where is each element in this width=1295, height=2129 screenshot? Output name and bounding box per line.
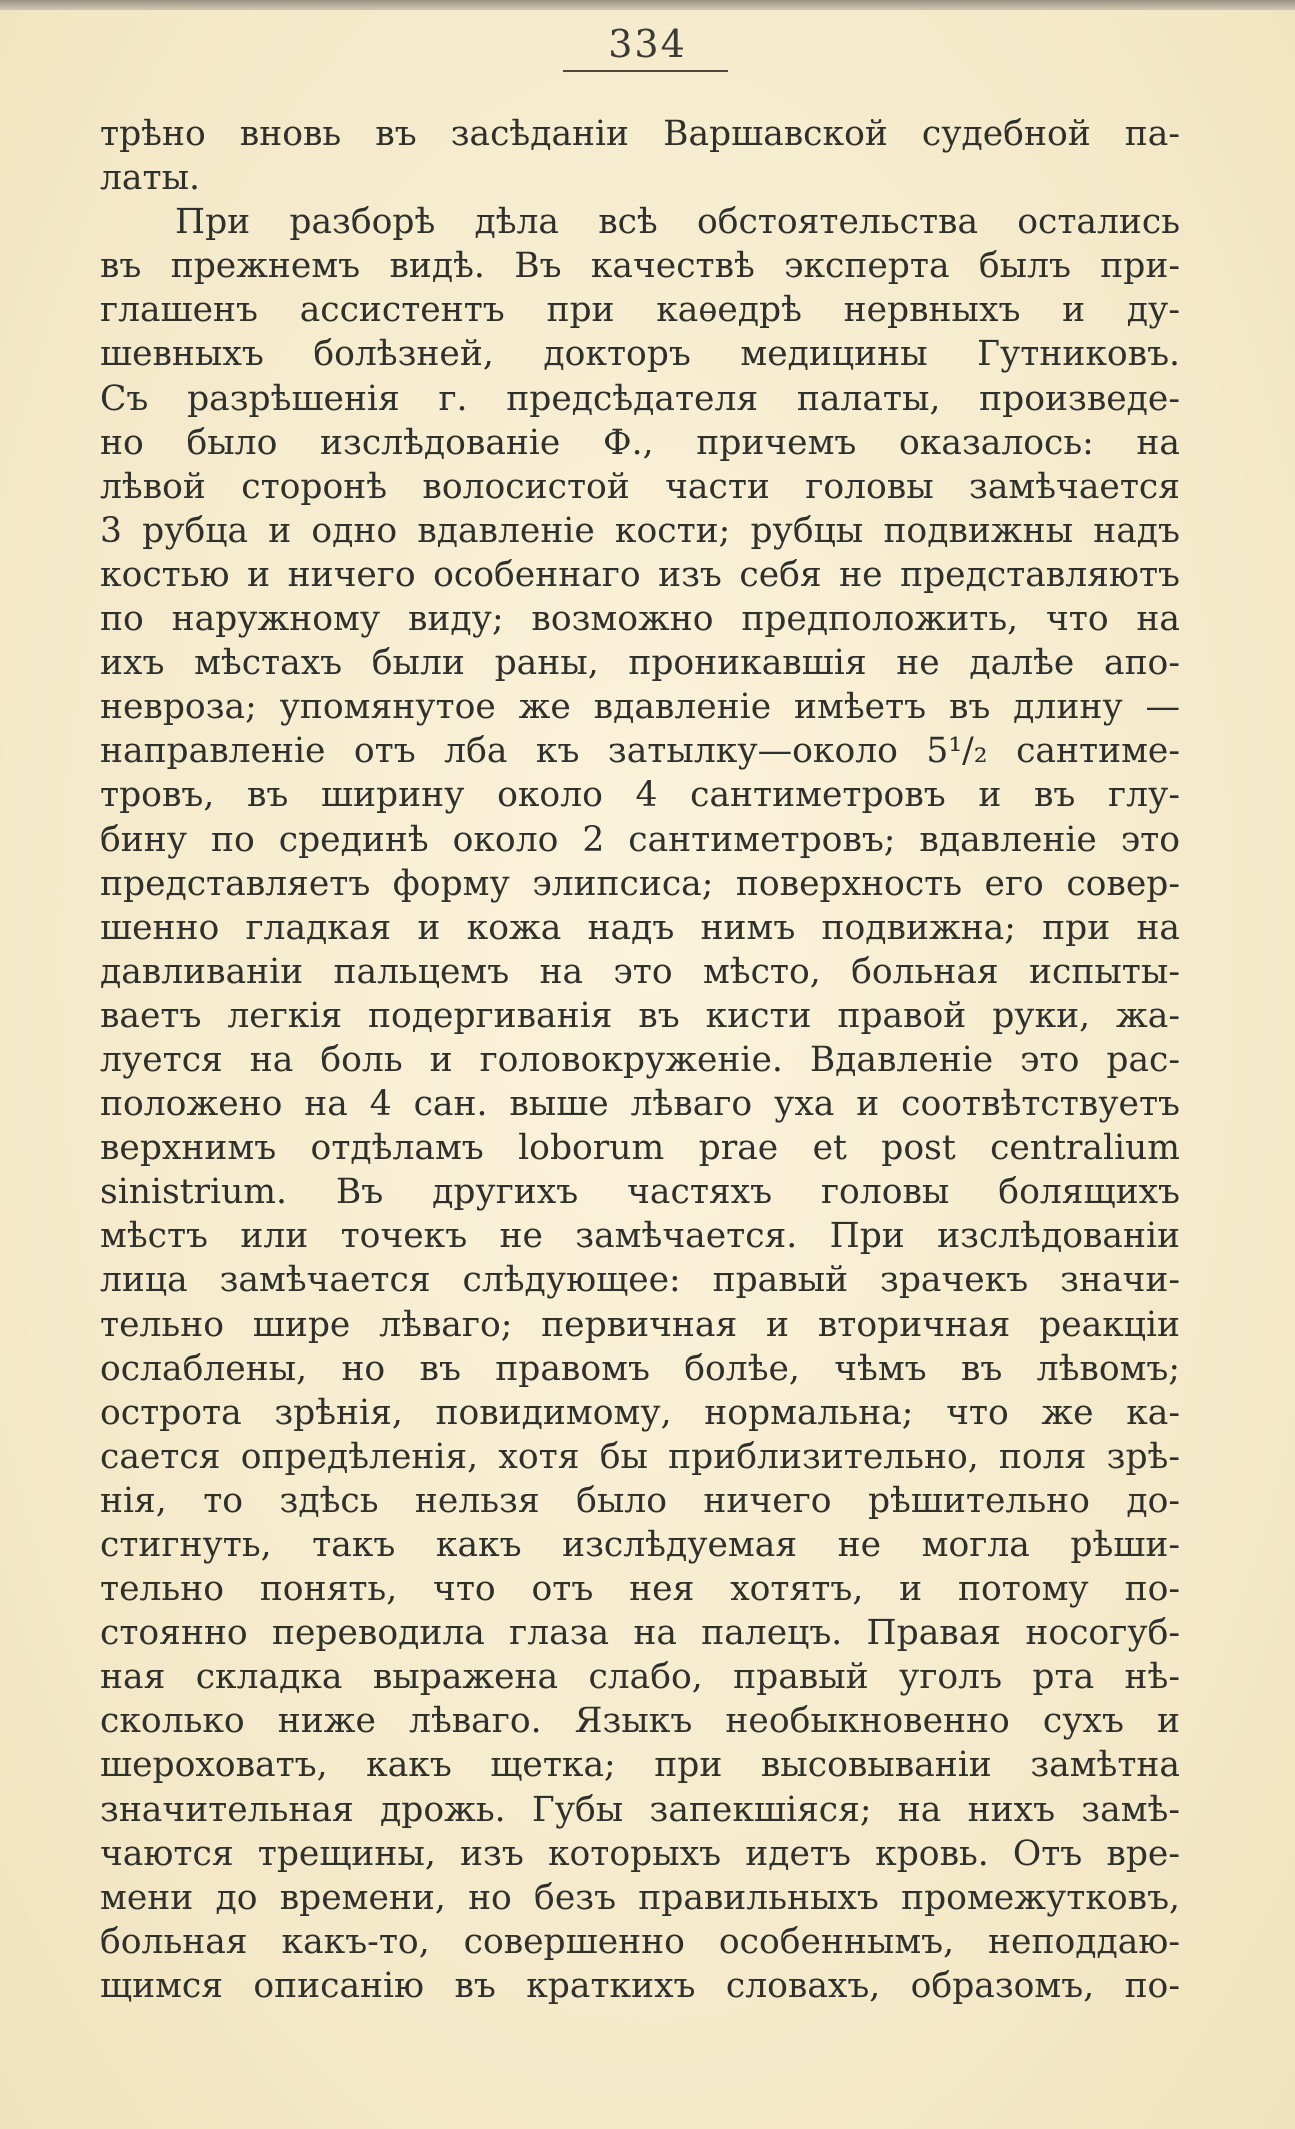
text-line: 3 рубца и одно вдавленіе кости; рубцы подвижны надъ bbox=[100, 510, 1180, 551]
text-line: Съ разрѣшенія г. предсѣдателя палаты, произведе- bbox=[100, 378, 1180, 419]
text-line: представляетъ форму элипсиса; поверхность его совер- bbox=[100, 863, 1180, 904]
text-line: луется на боль и головокруженіе. Вдавленіе это рас- bbox=[100, 1039, 1180, 1080]
text-line: ная складка выражена слабо, правый уголъ рта нѣ- bbox=[100, 1657, 1180, 1698]
body-text bbox=[100, 112, 1180, 2008]
text-line: въ прежнемъ видѣ. Въ качествѣ эксперта былъ при- bbox=[100, 246, 1180, 287]
text-line: бину по срединѣ около 2 сантиметровъ; вдавленіе это bbox=[100, 819, 1180, 860]
text-line: давливаніи пальцемъ на это мѣсто, больная испыты- bbox=[100, 951, 1180, 992]
text-line: ваетъ легкія подергиванія въ кисти правой руки, жа- bbox=[100, 995, 1180, 1036]
text-line: тельно понять, что отъ нея хотятъ, и потому по- bbox=[100, 1569, 1180, 1610]
text-line: мени до времени, но безъ правильныхъ промежутковъ, bbox=[100, 1877, 1180, 1918]
text-line: sinistrium. Въ другихъ частяхъ головы болящихъ bbox=[100, 1172, 1180, 1213]
text-line: чаются трещины, изъ которыхъ идетъ кровь. Отъ вре- bbox=[100, 1833, 1180, 1874]
text-line: ослаблены, но въ правомъ болѣе, чѣмъ въ лѣвомъ; bbox=[100, 1348, 1180, 1389]
text-line: тельно шире лѣваго; первичная и вторичная реакціи bbox=[100, 1304, 1180, 1345]
text-line: значительная дрожь. Губы запекшіяся; на нихъ замѣ- bbox=[100, 1789, 1180, 1830]
text-line: направленіе отъ лба къ затылку—около 5¹/₂ сантиме- bbox=[100, 731, 1180, 772]
text-line: шероховатъ, какъ щетка; при высовываніи замѣтна bbox=[100, 1745, 1180, 1786]
text-line: положено на 4 сан. выше лѣваго уха и соотвѣтствуетъ bbox=[100, 1084, 1180, 1125]
page-number: 334 bbox=[608, 22, 687, 66]
text-line: мѣстъ или точекъ не замѣчается. При изслѣдованіи bbox=[100, 1216, 1180, 1257]
text-line: по наружному виду; возможно предположить, что на bbox=[100, 599, 1180, 640]
text-line: костью и ничего особеннаго изъ себя не представляютъ bbox=[100, 554, 1180, 595]
text-line: стоянно переводила глаза на палецъ. Правая носогуб- bbox=[100, 1613, 1180, 1654]
text-line: ихъ мѣстахъ были раны, проникавшія не далѣе апо- bbox=[100, 643, 1180, 684]
text-line: лица замѣчается слѣдующее: правый зрачекъ значи- bbox=[100, 1260, 1180, 1301]
text-line: верхнимъ отдѣламъ loborum prae et post centralium bbox=[100, 1128, 1180, 1169]
text-line: лѣвой сторонѣ волосистой части головы замѣчается bbox=[100, 466, 1180, 507]
text-line: сается опредѣленія, хотя бы приблизительно, поля зрѣ- bbox=[100, 1436, 1180, 1477]
text-line: сколько ниже лѣваго. Языкъ необыкновенно сухъ и bbox=[100, 1701, 1180, 1742]
text-line: но было изслѣдованіе Ф., причемъ оказалось: на bbox=[100, 422, 1180, 463]
text-line: больная какъ-то, совершенно особеннымъ, неподдаю- bbox=[100, 1921, 1180, 1962]
text-line: нія, то здѣсь нельзя было ничего рѣшительно до- bbox=[100, 1480, 1180, 1521]
text-line: тровъ, въ ширину около 4 сантиметровъ и въ глу- bbox=[100, 775, 1180, 816]
text-line: трѣно вновь въ засѣданіи Варшавской судебной па- bbox=[100, 114, 1180, 154]
text-line: шевныхъ болѣзней, докторъ медицины Гутниковъ. bbox=[100, 334, 1180, 375]
text-line: шенно гладкая и кожа надъ нимъ подвижна; при на bbox=[100, 907, 1180, 948]
text-line: невроза; упомянутое же вдавленіе имѣетъ въ длину — bbox=[100, 687, 1180, 728]
text-line: латы. bbox=[100, 158, 200, 199]
text-line: глашенъ ассистентъ при каѳедрѣ нервныхъ и ду- bbox=[100, 290, 1180, 331]
text-line: стигнуть, такъ какъ изслѣдуемая не могла рѣши- bbox=[100, 1525, 1180, 1565]
text-line: острота зрѣнія, повидимому, нормальна; что же ка- bbox=[100, 1392, 1180, 1433]
text-line: щимся описанію въ краткихъ словахъ, образомъ, по- bbox=[100, 1965, 1180, 2006]
top-edge bbox=[0, 0, 1295, 10]
page-number-rule bbox=[563, 70, 728, 72]
text-line: При разборѣ дѣла всѣ обстоятельства остались bbox=[175, 202, 1180, 243]
